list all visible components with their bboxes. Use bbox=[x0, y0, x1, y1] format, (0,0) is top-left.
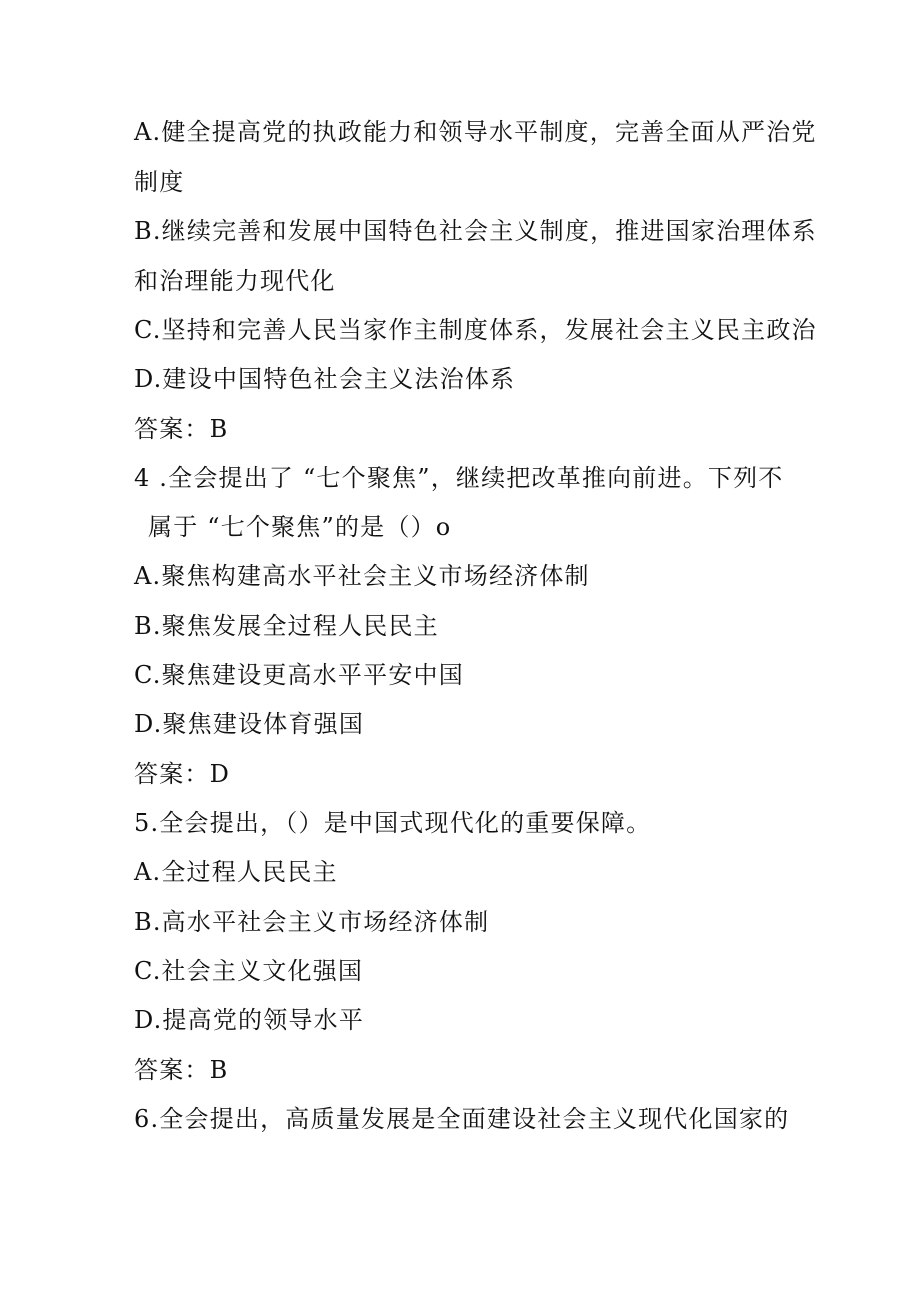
q4-option-a: A.聚焦构建高水平社会主义市场经济体制 bbox=[134, 562, 590, 590]
q3-option-c: C.坚持和完善人民当家作主制度体系，发展社会主义民主政治 bbox=[134, 316, 817, 344]
q3-option-a-line1: A.健全提高党的执政能力和领导水平制度，完善全面从严治党 bbox=[134, 118, 817, 146]
q5-option-b: B.高水平社会主义市场经济体制 bbox=[134, 908, 490, 936]
q6-question-line1: 6.全会提出，高质量发展是全面建设社会主义现代化国家的 bbox=[134, 1105, 790, 1133]
q3-option-b-line2: 和治理能力现代化 bbox=[134, 267, 336, 295]
q4-answer: 答案：D bbox=[134, 760, 231, 788]
q3-answer: 答案：B bbox=[134, 415, 229, 443]
q4-option-b: B.聚焦发展全过程人民民主 bbox=[134, 612, 439, 640]
q3-option-b-line1: B.继续完善和发展中国特色社会主义制度，推进国家治理体系 bbox=[134, 217, 817, 245]
q4-question-line2: 属于 “七个聚焦”的是（）o bbox=[148, 513, 452, 541]
q4-question-line1: 4 .全会提出了 “七个聚焦”，继续把改革推向前进。下列不 bbox=[134, 464, 784, 492]
q5-question: 5.全会提出，（）是中国式现代化的重要保障。 bbox=[134, 809, 652, 837]
q4-option-d: D.聚焦建设体育强国 bbox=[134, 710, 365, 738]
q5-option-d: D.提高党的领导水平 bbox=[134, 1006, 365, 1034]
q5-option-a: A.全过程人民民主 bbox=[134, 858, 338, 886]
q3-option-a-line2: 制度 bbox=[134, 168, 185, 196]
q5-option-c: C.社会主义文化强国 bbox=[134, 957, 364, 985]
q3-option-d: D.建设中国特色社会主义法治体系 bbox=[134, 365, 516, 393]
q5-answer: 答案：B bbox=[134, 1056, 229, 1084]
q4-option-c: C.聚焦建设更高水平平安中国 bbox=[134, 661, 464, 689]
